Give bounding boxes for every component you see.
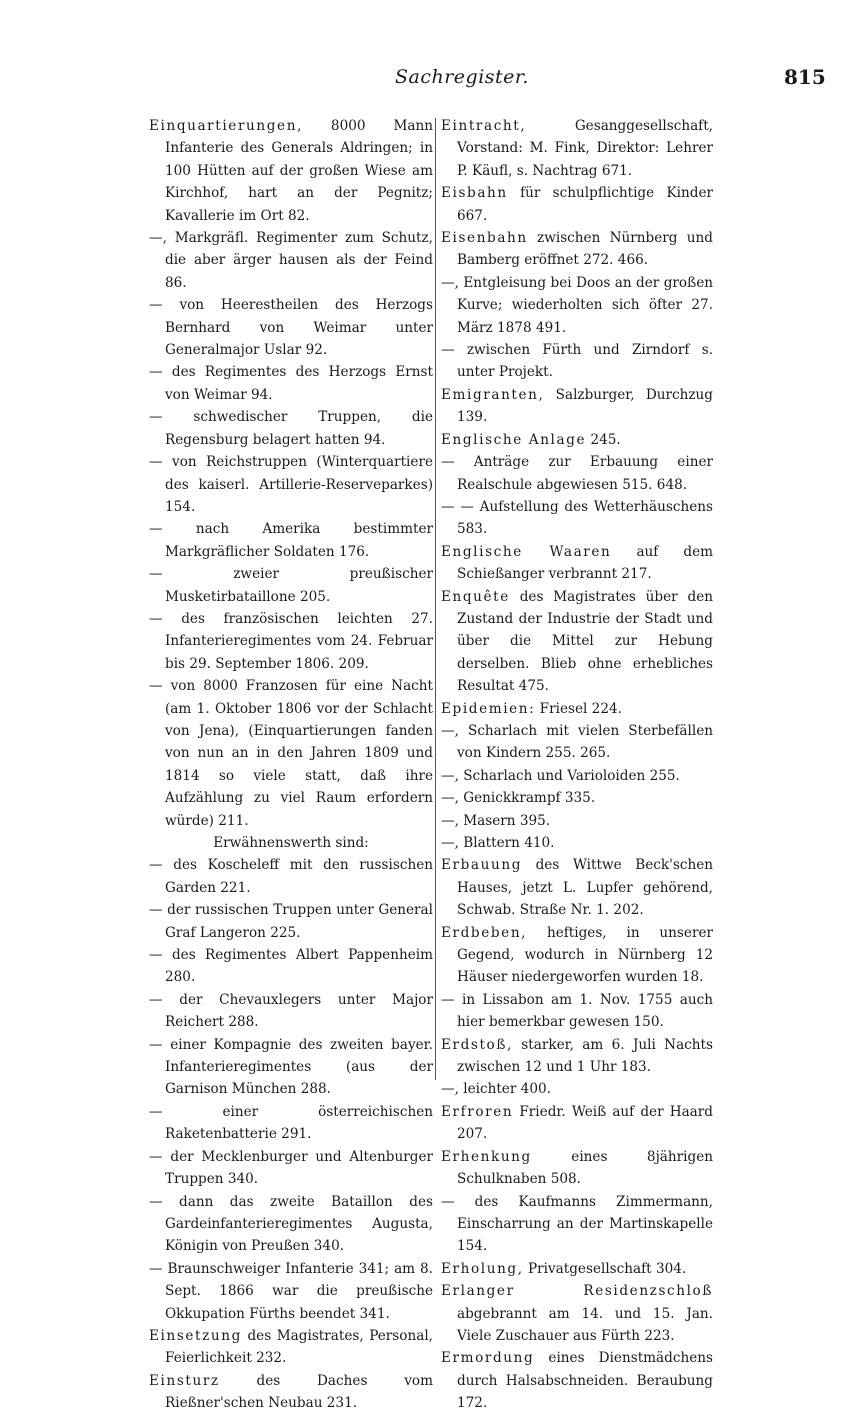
index-entry-text: —, Scharlach mit vielen Sterbefällen von Kindern 255. 265. [441, 722, 713, 762]
index-entry-text: 245. [586, 431, 621, 448]
index-entry-text: — Anträge zur Erbauung einer Realschule abgewiesen 515. 648. [441, 454, 713, 493]
index-entry-headword: Erdbeben, [441, 924, 528, 941]
index-entry-text: — des Regimentes Albert Pappenheim 280. [149, 947, 433, 986]
index-entry [441, 182, 713, 227]
index-entry-text: heftiges, in unserer Gegend, wodurch in Nürnberg 12 Häuser niedergeworfen wurden 18. [457, 924, 713, 986]
index-entry [149, 406, 433, 451]
index-entry-text: — nach Amerika bestimmter Markgräflicher Soldaten 176. [149, 521, 433, 560]
index-entry [149, 832, 433, 854]
index-entry-text: — von Reichstruppen (Winterquartiere des kaiserl. Artillerie-Reserveparkes) 154. [149, 454, 433, 515]
index-entry [149, 115, 433, 227]
index-entry [441, 698, 713, 720]
index-entry [441, 1347, 713, 1414]
index-entry [441, 832, 713, 854]
index-entry [441, 586, 713, 698]
index-entry [149, 563, 433, 608]
index-entry-text: — der Mecklenburger und Altenburger Truppen 340. [149, 1148, 433, 1188]
index-entry [441, 1258, 713, 1280]
index-entry-text: — dann das zweite Bataillon des Gardeinfanterieregimentes Augusta, Königin von Preußen 340. [149, 1193, 433, 1255]
index-entry [441, 854, 713, 921]
index-entry-headword: Einsetzung [149, 1327, 242, 1344]
index-entry-text: für schulpflichtige Kinder 667. [457, 185, 713, 224]
index-entry-text: — einer österreichischen Raketenbatterie 291. [149, 1103, 433, 1143]
index-entry-text: des Wittwe Beck'schen Hauses, jetzt L. Lupfer gehörend, Schwab. Straße Nr. 1. 202. [457, 857, 713, 919]
index-entry-headword: Erfroren [441, 1103, 514, 1120]
index-entry [149, 227, 433, 294]
index-entry-text: Friedr. Weiß auf der Haard 207. [457, 1103, 713, 1143]
index-entry-text: — der Chevauxlegers unter Major Reichert 288. [149, 991, 433, 1031]
index-entry-headword: Einquartierungen, [149, 118, 303, 134]
index-entry [441, 1101, 713, 1146]
index-entry-headword: Enquête [441, 588, 510, 605]
index-entry [441, 989, 713, 1034]
index-entry-text: —, Entgleisung bei Doos an der großen Kurve; wiederholten sich öfter 27. März 1878 491. [441, 274, 713, 336]
page-number: 815 [784, 65, 826, 89]
index-entry [441, 810, 713, 832]
index-entry-headword: Ermordung [441, 1350, 535, 1367]
index-entry [149, 1370, 433, 1415]
index-entry-text: — von 8000 Franzosen für eine Nacht (am 1. Oktober 1806 vor der Schlacht von Jena), (Einquartierungen fanden von nun an in den Jahren 1809 und 1814 so viele statt, daß ihre Aufzählung zu viel Raum erfordern würde) 211. [149, 678, 433, 829]
index-entry-headword: Eintracht, [441, 118, 527, 134]
running-head [0, 66, 864, 96]
index-entry-text: — des Regimentes des Herzogs Ernst von Weimar 94. [149, 364, 433, 403]
index-entry-text: zwischen Nürnberg und Bamberg eröffnet 272. 466. [457, 230, 713, 269]
index-entry [149, 1101, 433, 1146]
index-entry-text: des Magistrates, Personal, Feierlichkeit 232. [165, 1327, 433, 1367]
index-entry-text: Gesanggesellschaft, Vorstand: M. Fink, Direktor: Lehrer P. Käufl, s. Nachtrag 671. [457, 118, 713, 179]
index-entry [441, 541, 713, 586]
index-entry-text: starker, am 6. Juli Nachts zwischen 12 und 1 Uhr 183. [457, 1036, 713, 1076]
index-entry-headword: Epidemien: [441, 700, 536, 717]
index-entry [149, 1325, 433, 1370]
index-entry-text: — des Koscheleff mit den russischen Garden 221. [149, 857, 433, 896]
index-entry [149, 854, 433, 899]
index-entry [441, 720, 713, 765]
index-entry-text: 8000 Mann Infanterie des Generals Aldringen; in 100 Hütten auf der großen Wiese am Kirchhof, hart an der Pegnitz; Kavallerie im Ort 82. [165, 118, 433, 224]
index-entry [441, 272, 713, 339]
index-entry [441, 1034, 713, 1079]
index-entry [441, 1191, 713, 1258]
index-entry-text: — schwedischer Truppen, die Regensburg belagert hatten 94. [149, 409, 433, 448]
index-entry-text: eines Dienstmädchens durch Halsabschneiden. Beraubung 172. [457, 1350, 713, 1412]
index-entry-headword: Erbauung [441, 857, 522, 874]
index-entry [441, 339, 713, 384]
index-entry [441, 451, 713, 496]
index-entry-headword: Erdstoß, [441, 1036, 513, 1053]
index-entry-text: des Daches vom Rießner'schen Neubau 231. [165, 1372, 433, 1412]
index-entry-text: Salzburger, Durchzug 139. [457, 386, 713, 426]
index-entry-text: —, Scharlach und Varioloiden 255. [441, 767, 680, 784]
index-entry [441, 115, 713, 182]
index-entry-headword: Emigranten, [441, 386, 545, 403]
index-entry-headword: Erlanger Residenzschloß [441, 1283, 713, 1300]
index-entry [441, 1078, 713, 1100]
index-entry-text: —, Genickkrampf 335. [441, 790, 596, 807]
index-entry-text: — — Aufstellung des Wetterhäuschens 583. [441, 498, 713, 538]
index-entry-text: —, Markgräfl. Regimenter zum Schutz, die aber ärger hausen als der Feind 86. [149, 230, 433, 291]
index-entry [441, 787, 713, 809]
index-entry [441, 1146, 713, 1191]
index-entry-headword: Englische Anlage [441, 431, 587, 448]
index-entry [149, 944, 433, 989]
index-entry [149, 899, 433, 944]
index-entry [441, 765, 713, 787]
index-entry-text: — der russischen Truppen unter General Graf Langeron 225. [149, 902, 433, 941]
index-entry-text: — zwischen Fürth und Zirndorf s. unter Projekt. [441, 342, 713, 381]
index-column-right [441, 115, 713, 1415]
index-entry-text: eines 8jährigen Schulknaben 508. [457, 1148, 713, 1188]
index-entry-text: — Braunschweiger Infanterie 341; am 8. Sept. 1866 war die preußische Okkupation Fürths beendet 341. [149, 1260, 433, 1322]
index-entry [149, 1191, 433, 1258]
index-entry [441, 384, 713, 429]
index-entry [149, 989, 433, 1034]
column-divider [435, 118, 436, 1080]
index-entry [149, 1034, 433, 1101]
index-entry-headword: Eisbahn [441, 185, 508, 202]
index-entry [149, 608, 433, 675]
index-entry-headword: Erhenkung [441, 1148, 532, 1165]
index-entry [149, 294, 433, 361]
index-entry [441, 227, 713, 272]
index-entry [149, 1146, 433, 1191]
index-entry-text: Privatgesellschaft 304. [523, 1260, 687, 1277]
index-entry [441, 429, 713, 451]
index-column-left [149, 115, 433, 1415]
index-entry-text: —, leichter 400. [441, 1081, 551, 1098]
index-entry-text: des Magistrates über den Zustand der Industrie der Stadt und über die Mittel zur Hebung derselben. Blieb ohne erhebliches Resultat 475. [457, 588, 713, 695]
index-entry [441, 1280, 713, 1347]
index-entry [149, 518, 433, 563]
index-entry [149, 451, 433, 518]
index-entry [441, 496, 713, 541]
index-entry [149, 675, 433, 832]
index-entry-headword: Erholung, [441, 1260, 524, 1277]
index-entry-headword: Eisenbahn [441, 230, 528, 247]
index-entry [441, 922, 713, 989]
index-entry-text: — des französischen leichten 27. Infanterieregimentes vom 24. Februar bis 29. September 1806. 209. [149, 610, 433, 672]
index-entry-text: — zweier preußischer Musketirbataillone 205. [149, 566, 433, 605]
index-entry-text: — des Kaufmanns Zimmermann, Einscharrung an der Martinskapelle 154. [441, 1193, 713, 1255]
index-entry-text: auf dem Schießanger verbrannt 217. [457, 543, 714, 583]
index-entry-text: —, Masern 395. [441, 812, 551, 829]
index-entry [149, 361, 433, 406]
index-entry-text: — in Lissabon am 1. Nov. 1755 auch hier bemerkbar gewesen 150. [441, 991, 713, 1031]
index-entry [149, 1258, 433, 1325]
index-entry-headword: Einsturz [149, 1372, 220, 1389]
index-entry-text: Friesel 224. [535, 700, 622, 717]
index-entry-text: —, Blattern 410. [441, 835, 555, 851]
index-entry-headword: Englische Waaren [441, 543, 612, 560]
index-entry-text: Erwähnenswerth sind: [213, 835, 369, 851]
index-entry-text: — einer Kompagnie des zweiten bayer. Infanterieregimentes (aus der Garnison München 288. [149, 1036, 433, 1098]
index-entry-text: — von Heerestheilen des Herzogs Bernhard von Weimar unter Generalmajor Uslar 92. [149, 297, 433, 359]
running-title: Sachregister. [395, 66, 529, 88]
index-entry-text: abgebrannt am 14. und 15. Jan. Viele Zuschauer aus Fürth 223. [457, 1305, 713, 1344]
